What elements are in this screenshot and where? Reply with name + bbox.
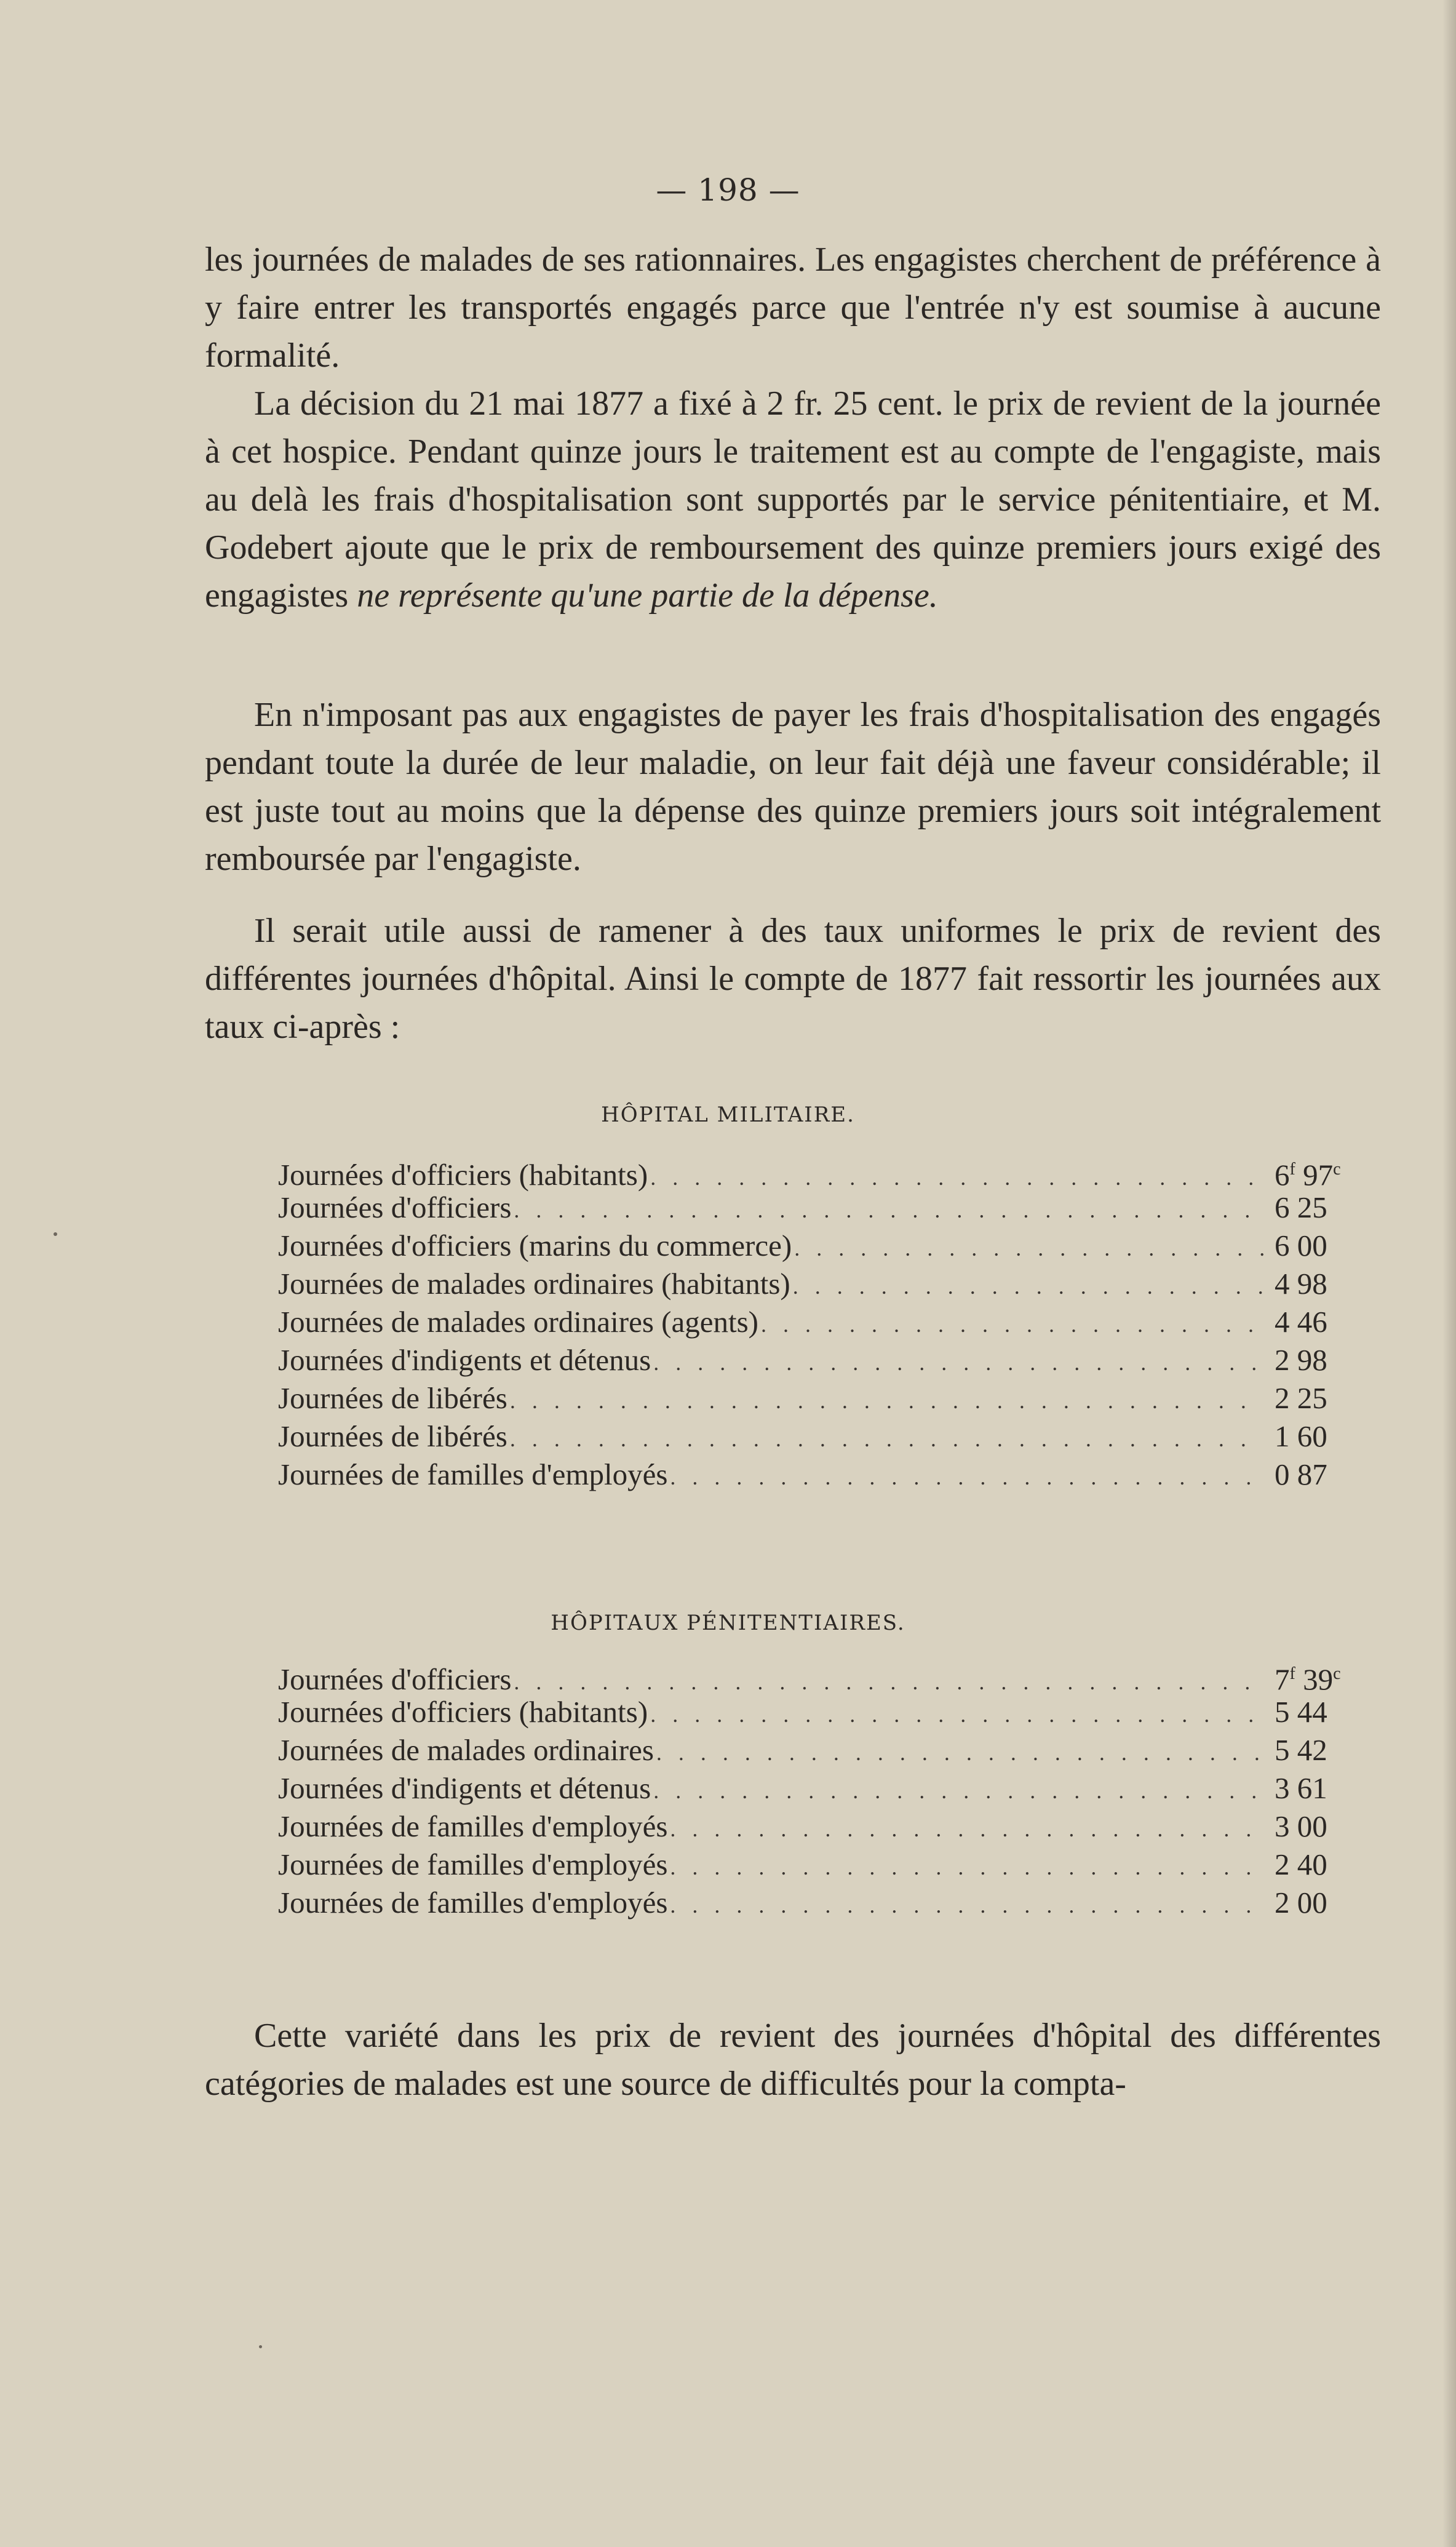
ink-speck bbox=[54, 1232, 57, 1236]
row-label: Journées de libérés bbox=[278, 1419, 507, 1453]
row-value: 4 98 bbox=[1275, 1267, 1327, 1301]
table-row bbox=[278, 1731, 1342, 1769]
row-value: 2 25 bbox=[1275, 1381, 1327, 1415]
table-row bbox=[278, 1417, 1342, 1456]
row-value: 6 00 bbox=[1275, 1229, 1327, 1262]
table-row bbox=[278, 1189, 1342, 1227]
paragraph-4 bbox=[205, 907, 1381, 1051]
row-value: 5 44 bbox=[1275, 1695, 1327, 1729]
row-label: Journées de malades ordinaires (agents) bbox=[278, 1305, 758, 1339]
table-row bbox=[278, 1227, 1342, 1265]
paragraph-2-main: La décision du 21 mai 1877 a fixé à 2 fr. 25 cent. le prix de revient de la journée à cet hospice. Pendant quinze jours le traitement est au compte de l'engagiste, mais au delà les frais d'hospitalisation sont supportés par le service pénitentiaire, et M. Godebert ajoute que le prix de remboursement des quinze premiers jours exigé des engagistes bbox=[205, 385, 1381, 615]
row-label: Journées de familles d'employés bbox=[278, 1809, 668, 1843]
row-value: 6$^f$ 97$^c$ bbox=[1275, 1158, 1341, 1192]
leader-dots bbox=[670, 1458, 1263, 1496]
table-row bbox=[278, 1808, 1342, 1846]
row-value: 2 00 bbox=[1275, 1886, 1327, 1919]
page-edge-shadow bbox=[1442, 0, 1456, 2547]
row-label: Journées de libérés bbox=[278, 1381, 507, 1415]
row-value: 3 00 bbox=[1275, 1809, 1327, 1843]
row-label: Journées d'indigents et détenus bbox=[278, 1343, 651, 1377]
leader-dots bbox=[510, 1382, 1263, 1420]
section-title-hopitaux-penitentiaires: HÔPITAUX PÉNITENTIAIRES. bbox=[551, 1611, 905, 1635]
paragraph-3 bbox=[205, 691, 1381, 883]
row-value: 4 46 bbox=[1275, 1305, 1327, 1339]
leader-dots bbox=[653, 1772, 1263, 1810]
leader-dots bbox=[650, 1696, 1263, 1734]
paragraph-3-text: En n'imposant pas aux engagistes de payer les frais d'hospitalisation des engagés pendant toute la durée de leur maladie, on leur fait déjà une faveur considérable; il est juste tout au moins que la dépense des quinze premiers jours soit intégralement remboursée par l'engagiste. bbox=[205, 696, 1381, 878]
paragraph-2-italic: ne représente qu'une partie de la dépense. bbox=[357, 576, 938, 615]
row-value: 2 98 bbox=[1275, 1343, 1327, 1377]
leader-dots bbox=[793, 1267, 1263, 1305]
paragraph-2 bbox=[205, 380, 1381, 620]
paragraph-5-text: Cette variété dans les prix de revient des journées d'hôpital des différentes catégories de malades est une source de difficultés pour la compta- bbox=[205, 2017, 1381, 2103]
paragraph-5 bbox=[205, 2012, 1381, 2108]
paragraph-1 bbox=[205, 236, 1381, 380]
leader-dots bbox=[670, 1886, 1263, 1924]
table-row bbox=[278, 1655, 1342, 1697]
leader-dots bbox=[761, 1305, 1263, 1344]
row-value: 2 40 bbox=[1275, 1847, 1327, 1881]
table-row bbox=[278, 1846, 1342, 1884]
table-row bbox=[278, 1341, 1342, 1379]
table-hopitaux-penitentiaires bbox=[278, 1655, 1342, 1922]
row-value: 7$^f$ 39$^c$ bbox=[1275, 1662, 1341, 1697]
paragraph-1-text: les journées de malades de ses rationnaires. Les engagistes cherchent de préférence à y faire entrer les transportés engagés parce que l'entrée n'y est soumise à aucune formalité. bbox=[205, 241, 1381, 375]
row-label: Journées de malades ordinaires bbox=[278, 1733, 654, 1767]
row-label: Journées de malades ordinaires (habitants) bbox=[278, 1267, 790, 1301]
leader-dots bbox=[670, 1810, 1263, 1848]
row-value: 0 87 bbox=[1275, 1457, 1327, 1491]
leader-dots bbox=[514, 1191, 1263, 1229]
row-label: Journées d'officiers bbox=[278, 1662, 512, 1697]
paragraph-4-text: Il serait utile aussi de ramener à des taux uniformes le prix de revient des différentes journées d'hôpital. Ainsi le compte de 1877 fait ressortir les journées aux taux ci-après : bbox=[205, 912, 1381, 1046]
row-label: Journées d'officiers bbox=[278, 1190, 512, 1224]
leader-dots bbox=[510, 1420, 1263, 1458]
table-row bbox=[278, 1693, 1342, 1731]
row-value: 5 42 bbox=[1275, 1733, 1327, 1767]
table-row bbox=[278, 1884, 1342, 1922]
section-title-hopital-militaire: HÔPITAL MILITAIRE. bbox=[601, 1102, 855, 1127]
table-row bbox=[278, 1150, 1342, 1192]
table-row bbox=[278, 1303, 1342, 1341]
leader-dots bbox=[670, 1848, 1263, 1886]
row-label: Journées de familles d'employés bbox=[278, 1457, 668, 1491]
row-label: Journées d'officiers (habitants) bbox=[278, 1695, 648, 1729]
row-label: Journées de familles d'employés bbox=[278, 1886, 668, 1919]
table-row bbox=[278, 1379, 1342, 1417]
row-label: Journées d'indigents et détenus bbox=[278, 1771, 651, 1805]
table-row bbox=[278, 1456, 1342, 1494]
leader-dots bbox=[656, 1734, 1263, 1772]
leader-dots bbox=[653, 1344, 1263, 1382]
table-hopital-militaire bbox=[278, 1150, 1342, 1494]
table-row bbox=[278, 1265, 1342, 1303]
row-value: 1 60 bbox=[1275, 1419, 1327, 1453]
page-number: — 198 — bbox=[656, 172, 800, 208]
row-label: Journées d'officiers (marins du commerce) bbox=[278, 1229, 792, 1262]
table-row bbox=[278, 1769, 1342, 1808]
leader-dots bbox=[794, 1229, 1263, 1267]
row-value: 6 25 bbox=[1275, 1190, 1327, 1224]
row-label: Journées de familles d'employés bbox=[278, 1847, 668, 1881]
row-value: 3 61 bbox=[1275, 1771, 1327, 1805]
paragraph-2-text bbox=[205, 380, 1381, 620]
row-label: Journées d'officiers (habitants) bbox=[278, 1158, 648, 1192]
ink-speck bbox=[259, 2345, 262, 2348]
